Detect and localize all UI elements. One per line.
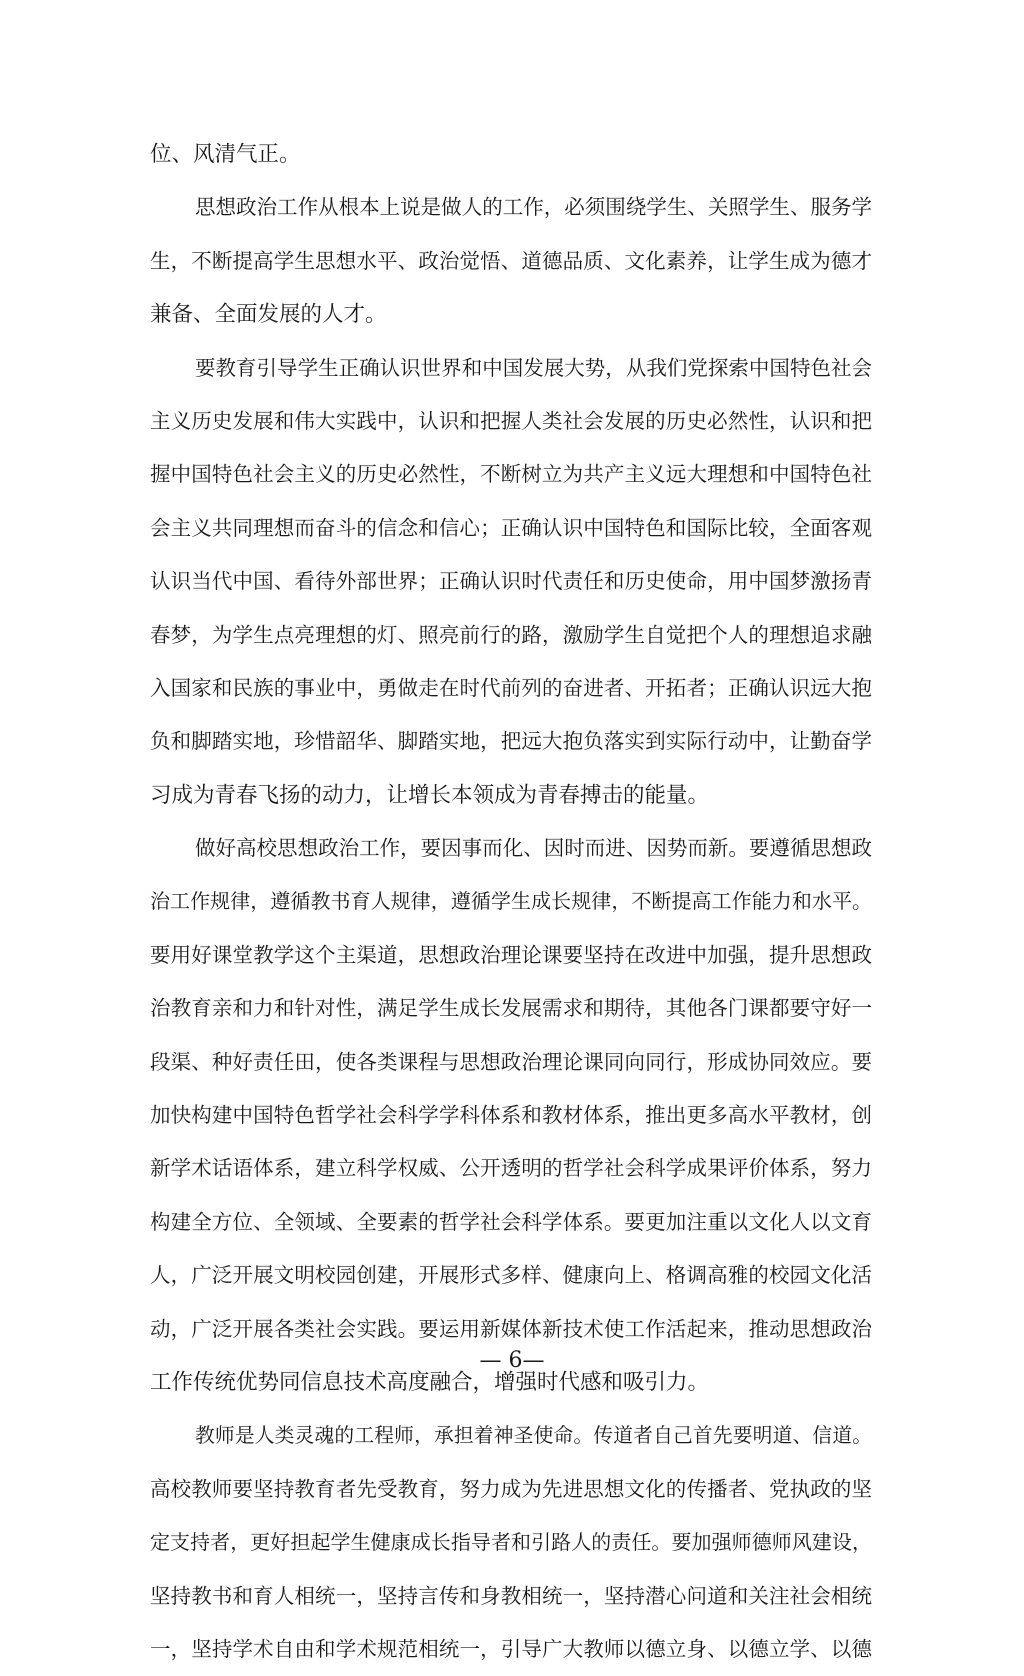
text-line: 兼备、全面发展的人才。	[150, 302, 387, 328]
text-line: 做好高校思想政治工作，要因事而化、因时而进、因势而新。要遵循思想政	[195, 836, 872, 861]
text-line: 工作传统优势同信息技术高度融合，增强时代感和吸引力。	[150, 1369, 710, 1395]
text-line: 人，广泛开展文明校园创建，开展形式多样、健康向上、格调高雅的校园文化活	[150, 1263, 872, 1288]
text-line: 握中国特色社会主义的历史必然性，不断树立为共产主义远大理想和中国特色社	[150, 462, 872, 487]
text-line: 治工作规律，遵循教书育人规律，遵循学生成长规律，不断提高工作能力和水平。	[150, 889, 872, 914]
text-line: 教师是人类灵魂的工程师，承担着神圣使命。传道者自己首先要明道、信道。	[195, 1424, 872, 1448]
text-line: 认识当代中国、看待外部世界；正确认识时代责任和历史使命，用中国梦激扬青	[150, 569, 872, 594]
text-line: 动，广泛开展各类社会实践。要运用新媒体新技术使工作活起来，推动思想政治	[150, 1316, 872, 1341]
text-line: 坚持教书和育人相统一，坚持言传和身教相统一，坚持潜心问道和关注社会相统	[150, 1583, 872, 1608]
text-line: 入国家和民族的事业中，勇做走在时代前列的奋进者、开拓者；正确认识远大抱	[150, 675, 872, 700]
text-line: 治教育亲和力和针对性，满足学生成长发展需求和期待，其他各门课都要守好一	[150, 996, 872, 1021]
text-line: 高校教师要坚持教育者先受教育，努力成为先进思想文化的传播者、党执政的坚	[150, 1476, 872, 1501]
document-body	[150, 128, 872, 1676]
text-line: 生，不断提高学生思想水平、政治觉悟、道德品质、文化素养，让学生成为德才	[150, 248, 872, 273]
text-line: 一，坚持学术自由和学术规范相统一，引导广大教师以德立身、以德立学、以德	[150, 1636, 872, 1661]
text-line: 负和脚踏实地，珍惜韶华、脚踏实地，把远大抱负落实到实际行动中，让勤奋学	[150, 729, 872, 754]
text-line: 要用好课堂教学这个主渠道，思想政治理论课要坚持在改进中加强，提升思想政	[150, 942, 872, 967]
text-line: 习成为青春飞扬的动力，让增长本领成为青春搏击的能量。	[150, 782, 710, 808]
text-line: 新学术话语体系，建立科学权威、公开透明的哲学社会科学成果评价体系，努力	[150, 1156, 872, 1181]
text-line: 思想政治工作从根本上说是做人的工作，必须围绕学生、关照学生、服务学	[195, 195, 872, 220]
text-line: 段渠、种好责任田，使各类课程与思想政治理论课同向同行，形成协同效应。要	[150, 1049, 872, 1074]
text-line: 构建全方位、全领域、全要素的哲学社会科学体系。要更加注重以文化人以文育	[150, 1209, 872, 1234]
text-line: 位、风清气正。	[150, 142, 301, 167]
text-line: 定支持者，更好担起学生健康成长指导者和引路人的责任。要加强师德师风建设，	[150, 1530, 872, 1555]
text-line: 春梦，为学生点亮理想的灯、照亮前行的路，激励学生自觉把个人的理想追求融	[150, 622, 872, 647]
text-line: 主义历史发展和伟大实践中，认识和把握人类社会发展的历史必然性，认识和把	[150, 408, 872, 433]
text-line: 会主义共同理想而奋斗的信念和信心；正确认识中国特色和国际比较，全面客观	[150, 515, 872, 540]
text-line: 要教育引导学生正确认识世界和中国发展大势，从我们党探索中国特色社会	[195, 355, 872, 380]
page-number: — 6—	[479, 1348, 545, 1373]
text-line: 加快构建中国特色哲学社会科学学科体系和教材体系，推出更多高水平教材，创	[150, 1103, 872, 1128]
